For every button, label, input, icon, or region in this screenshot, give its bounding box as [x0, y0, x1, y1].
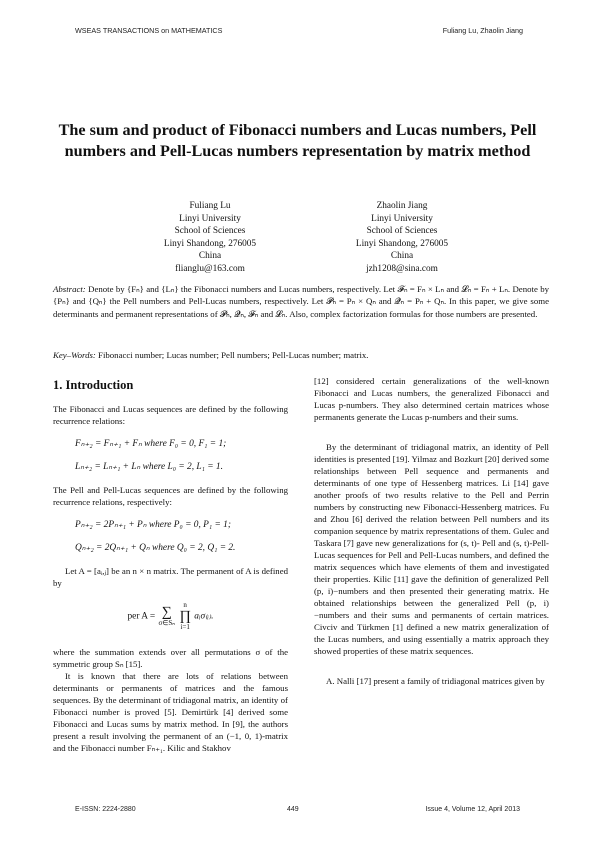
author-school: School of Sciences: [174, 226, 246, 236]
footer-issn: E-ISSN: 2224-2880: [75, 806, 136, 813]
product-subscript: i=1: [180, 623, 190, 631]
sum-subscript: σ∈Sₙ: [158, 618, 176, 627]
author-email: jzh1208@sina.com: [366, 263, 438, 274]
product-superscript: n: [183, 601, 187, 609]
author-school: School of Sciences: [366, 226, 438, 236]
paragraph: It is known that there are lots of relations between determinants or permanents of matrices and the famous sequences. By the determinant of tridiagonal matrix, an identity of Fibonacci number is proved [5]. Demirtürk [4] derived some Fibonacci and Lucas sums by matrix method. In [9], the authors present a result involving the permanent of an (−1, 0, 1)-matrix and the Fibonacci number Fₙ₊₁. Kilic and Stakhov: [53, 671, 288, 753]
footer-page-number: 449: [287, 806, 299, 813]
paragraph: [12] considered certain generalizations of the well-known Fibonacci and Lucas numbers, the generalized Fibonacci and Lucas p-numbers. They also determined certain matrices whose permanents generate the Lucas p-numbers and their sums.: [314, 376, 549, 422]
keywords-text: Fibonacci number; Lucas number; Pell numbers; Pell-Lucas number; matrix.: [98, 350, 369, 360]
author-university: Linyi University: [179, 213, 241, 224]
running-header-authors: Fuliang Lu, Zhaolin Jiang: [442, 26, 523, 35]
section-title: 1. Introduction: [53, 378, 134, 392]
product-symbol: n ∏ i=1: [179, 601, 191, 631]
keywords: [53, 349, 549, 361]
paragraph: A. Nalli [17] present a family of tridiagonal matrices given by: [326, 676, 545, 686]
abstract: [53, 283, 549, 320]
paragraph: The Fibonacci and Lucas sequences are defined by the following recurrence relations:: [53, 404, 288, 426]
abstract-text: Denote by {Fₙ} and {Lₙ} the Fibonacci numbers and Lucas numbers, respectively. Let 𝓕ₙ = Fₙ × Lₙ and 𝓛ₙ = Fₙ + Lₙ. Denote by {Pₙ} and {Qₙ} the Pell numbers and Pell-Lucas numbers, respectively. Let 𝓟ₙ = Pₙ × Qₙ and 𝓠ₙ = Pₙ + Qₙ. In this paper, we give some determinants and permanent representations of 𝓟ₙ, 𝓠ₙ, 𝓕ₙ and 𝓛ₙ. Also, complex factorization formulas for those numbers are presented.: [53, 284, 549, 319]
author-city: Linyi Shandong, 276005: [163, 238, 257, 249]
right-column: [314, 375, 549, 687]
abstract-label: Abstract:: [53, 284, 86, 294]
author-block-1: [120, 200, 300, 275]
paragraph: By the determinant of tridiagonal matrix, an identity of Pell identities is presented [19]. Yilmaz and Bozkurt [20] derived some relationships between Pell sequence and permanents and determinants of one type of Hessenberg matrices. Li [14] gave another proofs of two results relative to the Pell and Perrin numbers by constructing new Fibonacci-Hessenberg matrices. Fu and Zhou [6] derived the relation between Pell numbers and its companion sequence by matrix representations of them. Gulec and Taskara [7] gave new generalizations for (s, t)- Pell and (s, t)-Pell-Lucas sequences for Pell and Pell-Lucas numbers, and defined the matrix sequences which have elements of them and investigated their properties. Kilic [11] gave the definition of generalized Pell (p, i)−numbers and then presented their generating matrix. He obtained relationships between the generalized Pell (p, i)−numbers and their sums and permanents of certain matrices. Civciv and Türkmen [1] defined a new matrix generalization of the Lucas numbers, and using essentially a matrix approach they showed properties of these matrix sequences.: [314, 442, 549, 656]
paragraph: Let A = [aᵢ,ⱼ] be an n × n matrix. The permanent of A is defined by: [53, 566, 288, 588]
author-email: flianglu@163.com: [175, 263, 245, 274]
author-name: Fuliang Lu: [189, 201, 231, 211]
author-name: Zhaolin Jiang: [376, 201, 428, 211]
equation: Lₙ₊₂ = Lₙ₊₁ + Lₙ where L₀ = 2, L₁ = 1.: [75, 462, 223, 472]
paper-title: The sum and product of Fibonacci numbers and Lucas numbers, Pell numbers and Pell-Lucas numbers representation by matrix method: [58, 121, 537, 160]
author-country: China: [198, 251, 222, 261]
sum-symbol: ∑ σ∈Sₙ: [158, 604, 176, 627]
author-block-2: [312, 200, 492, 275]
formula-lhs: per A =: [127, 611, 156, 622]
left-column: [53, 375, 288, 754]
equation: Fₙ₊₂ = Fₙ₊₁ + Fₙ where F₀ = 0, F₁ = 1;: [75, 439, 227, 449]
equation: Pₙ₊₂ = 2Pₙ₊₁ + Pₙ where P₀ = 0, P₁ = 1;: [75, 520, 231, 530]
author-city: Linyi Shandong, 276005: [355, 238, 449, 249]
permanent-formula: [53, 601, 288, 632]
keywords-label: Key–Words:: [53, 350, 96, 360]
author-university: Linyi University: [371, 213, 433, 224]
formula-term: aᵢσ₍ᵢ₎.: [194, 611, 214, 622]
author-country: China: [390, 251, 414, 261]
equation: Qₙ₊₂ = 2Qₙ₊₁ + Qₙ where Q₀ = 2, Q₁ = 2.: [75, 543, 236, 553]
running-header-journal: WSEAS TRANSACTIONS on MATHEMATICS: [75, 26, 223, 35]
paragraph: where the summation extends over all permutations σ of the symmetric group Sₙ [15].: [53, 647, 288, 669]
footer-issue: Issue 4, Volume 12, April 2013: [425, 806, 520, 813]
paragraph: The Pell and Pell-Lucas sequences are defined by the following recurrence relations, respectively:: [53, 485, 288, 507]
